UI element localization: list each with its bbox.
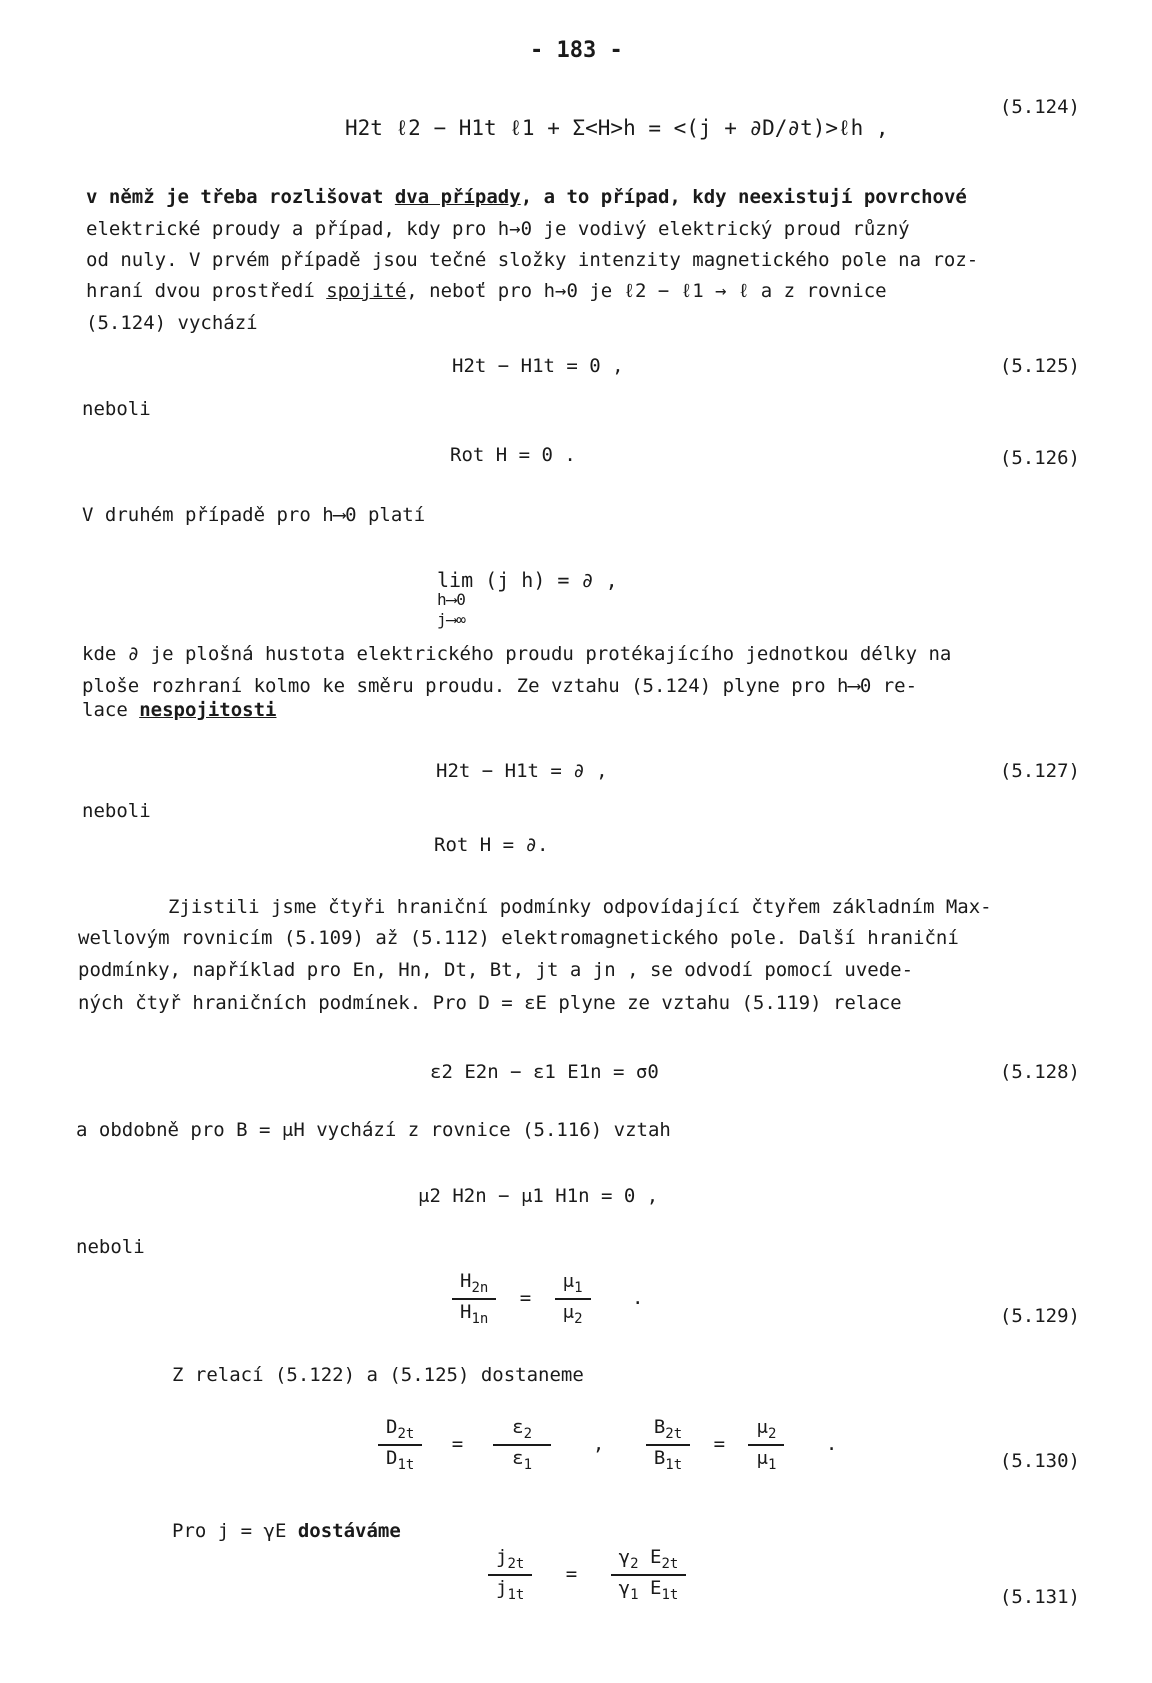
fraction-numerator: $j_{2t}$	[488, 1548, 532, 1576]
comma: ,	[592, 1433, 605, 1456]
equation-5-125: H2t − H1t = 0 ,	[452, 355, 624, 377]
fraction	[748, 1418, 784, 1472]
equation-5-126: Rot H = 0 .	[450, 444, 576, 466]
equation-number-5-124: (5.124)	[999, 96, 1080, 118]
equation-number-5-128: (5.128)	[999, 1061, 1080, 1083]
equation-5-127: H2t − H1t = ∂ ,	[436, 760, 608, 782]
page-number: - 183 -	[530, 38, 623, 63]
fraction-denominator: $H_{1n}$	[460, 1300, 489, 1327]
connective-neboli: neboli	[82, 800, 151, 822]
equation-5-130	[378, 1418, 837, 1472]
text-span: hraní dvou prostředí	[86, 280, 327, 302]
fraction-denominator: $\mu_1$	[756, 1446, 777, 1473]
fraction-numerator: $\varepsilon_2$	[493, 1418, 552, 1446]
equation-number-5-125: (5.125)	[999, 355, 1080, 377]
equation-mu: μ2 H2n − μ1 H1n = 0 ,	[418, 1185, 659, 1207]
fraction-denominator: $B_{1t}$	[653, 1446, 683, 1473]
equation-5-129	[452, 1272, 643, 1326]
paragraph-line	[82, 701, 276, 720]
equation-number-5-127: (5.127)	[999, 760, 1080, 782]
equals-sign: =	[519, 1287, 532, 1310]
equation-rot-h: Rot H = ∂.	[434, 834, 549, 856]
equation-5-124: H2t ℓ2 − H1t ℓ1 + Σ<H>h = <(j + ∂D/∂t)>ℓh ,	[345, 116, 889, 140]
equation-number-5-129: (5.129)	[999, 1305, 1080, 1327]
equals-sign: =	[713, 1433, 726, 1456]
fraction-numerator: $\gamma_2$ $E_{2t}$	[611, 1548, 687, 1576]
fraction	[646, 1418, 690, 1472]
paragraph-line: V druhém případě pro h⟶0 platí	[82, 504, 426, 526]
paragraph-line: (5.124) vychází	[86, 312, 258, 334]
equation-number-5-130: (5.130)	[999, 1450, 1080, 1472]
equation-5-131	[488, 1548, 686, 1602]
paragraph-line	[172, 1522, 401, 1541]
fraction-numerator: $\mu_1$	[555, 1272, 591, 1300]
fraction	[378, 1418, 422, 1472]
limit-subscript: h⟶0	[437, 590, 466, 609]
fraction-numerator: $D_{2t}$	[378, 1418, 422, 1446]
connective-neboli: neboli	[76, 1236, 145, 1258]
equation-number-5-131: (5.131)	[999, 1586, 1080, 1608]
paragraph-line: podmínky, například pro En, Hn, Dt, Bt, jt a jn , se odvodí pomocí uvede-	[78, 959, 914, 981]
period: .	[632, 1287, 644, 1310]
paragraph-line: elektrické proudy a případ, kdy pro h→0 je vodivý elektrický proud různý	[86, 218, 910, 240]
paragraph-line: ploše rozhraní kolmo ke směru proudu. Ze vztahu (5.124) plyne pro h⟶0 re-	[82, 675, 918, 697]
fraction-denominator: $D_{1t}$	[386, 1446, 415, 1473]
paragraph-line: wellovým rovnicím (5.109) až (5.112) elektromagnetického pole. Další hraniční	[78, 927, 959, 949]
fraction-denominator: $\varepsilon_1$	[500, 1446, 532, 1473]
paragraph-line: od nuly. V prvém případě jsou tečné složky intenzity magnetického pole na roz-	[86, 249, 979, 271]
paragraph-line: Z relací (5.122) a (5.125) dostaneme	[172, 1364, 584, 1386]
fraction	[452, 1272, 496, 1326]
connective-neboli: neboli	[82, 398, 151, 420]
paragraph-line: kde ∂ je plošná hustota elektrického proudu protékajícího jednotkou délky na	[82, 643, 952, 665]
equals-sign: =	[451, 1433, 464, 1456]
fraction	[493, 1418, 552, 1472]
limit-equation: lim (j h) = ∂ ,	[437, 568, 618, 592]
equation-5-128: ε2 E2n − ε1 E1n = σ0	[430, 1061, 659, 1083]
fraction	[555, 1272, 591, 1326]
paragraph-line: a obdobně pro B = μH vychází z rovnice (5.116) vztah	[76, 1119, 671, 1141]
underlined-term: nespojitosti	[139, 699, 277, 721]
fraction-denominator: $\mu_2$	[562, 1300, 583, 1327]
fraction	[488, 1548, 532, 1602]
paragraph-line	[86, 188, 967, 207]
text-span: Pro	[172, 1520, 218, 1542]
limit-subscript: j⟶∞	[437, 610, 466, 629]
fraction-denominator: $j_{1t}$	[496, 1576, 525, 1603]
paragraph-line: ných čtyř hraničních podmínek. Pro D = εE plyne ze vztahu (5.119) relace	[78, 992, 902, 1014]
fraction	[611, 1548, 687, 1602]
fraction-numerator: $\mu_2$	[748, 1418, 784, 1446]
underlined-term: dva případy	[394, 186, 521, 208]
fraction-numerator: $B_{2t}$	[646, 1418, 690, 1446]
text-span: , a to případ, kdy neexistují povrchové	[520, 186, 967, 208]
text-span: dostáváme	[286, 1520, 401, 1542]
underlined-term: spojité	[326, 280, 407, 302]
paragraph-line: Zjistili jsme čtyři hraniční podmínky odpovídající čtyřem základním Max-	[168, 896, 992, 918]
text-span: v němž je třeba rozlišovat	[86, 186, 395, 208]
inline-equation: j = γE	[217, 1520, 287, 1542]
text-span: , neboť pro h→0 je ℓ2 − ℓ1 → ℓ a z rovnice	[406, 280, 887, 302]
fraction-denominator: $\gamma_1$ $E_{1t}$	[618, 1576, 679, 1603]
fraction-numerator: $H_{2n}$	[452, 1272, 496, 1300]
paragraph-line	[86, 282, 887, 301]
equals-sign: =	[565, 1563, 578, 1586]
text-span: lace	[82, 699, 140, 721]
equation-number-5-126: (5.126)	[999, 447, 1080, 469]
period: .	[825, 1433, 838, 1456]
